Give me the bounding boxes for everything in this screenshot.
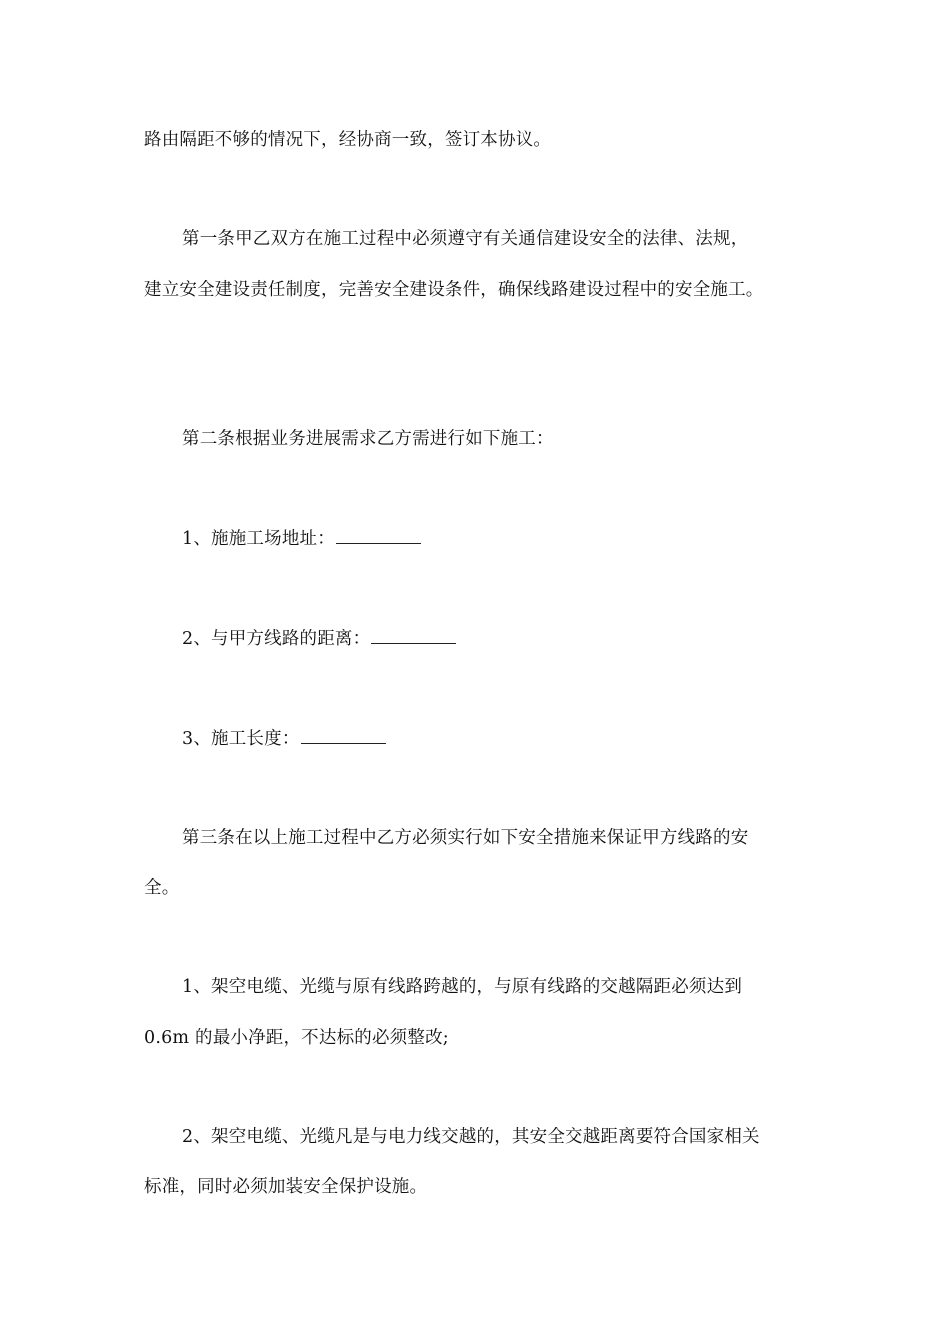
item-3-length	[182, 727, 386, 751]
article-2-heading: 第二条根据业务进展需求乙方需进行如下施工：	[182, 429, 554, 449]
item-1-site-address	[182, 527, 421, 551]
article-1-line-2: 建立安全建设责任制度，完善安全建设条件，确保线路建设过程中的安全施工。	[144, 280, 764, 300]
article-3-line-1: 第三条在以上施工过程中乙方必须实行如下安全措施来保证甲方线路的安	[182, 828, 749, 848]
distance-blank	[371, 628, 456, 644]
item-2-label: 2、与甲方线路的距离：	[182, 629, 371, 649]
item-2-distance	[182, 627, 456, 651]
measure-2-line-2: 标准，同时必须加装安全保护设施。	[144, 1177, 428, 1197]
site-address-blank	[336, 528, 421, 544]
item-1-label: 1、施施工场地址：	[182, 529, 335, 549]
length-blank	[301, 728, 386, 744]
measure-2-line-1: 2、架空电缆、光缆凡是与电力线交越的，其安全交越距离要符合国家相关	[182, 1127, 760, 1147]
article-1-line-1: 第一条甲乙双方在施工过程中必须遵守有关通信建设安全的法律、法规，	[182, 229, 749, 249]
text-line-1: 路由隔距不够的情况下，经协商一致，签订本协议。	[144, 130, 552, 150]
article-3-line-2: 全。	[144, 878, 180, 898]
measure-1-line-1: 1、架空电缆、光缆与原有线路跨越的，与原有线路的交越隔距必须达到	[182, 977, 743, 997]
measure-1-line-2: 0.6m 的最小净距，不达标的必须整改;	[144, 1028, 449, 1048]
item-3-label: 3、施工长度：	[182, 729, 300, 749]
